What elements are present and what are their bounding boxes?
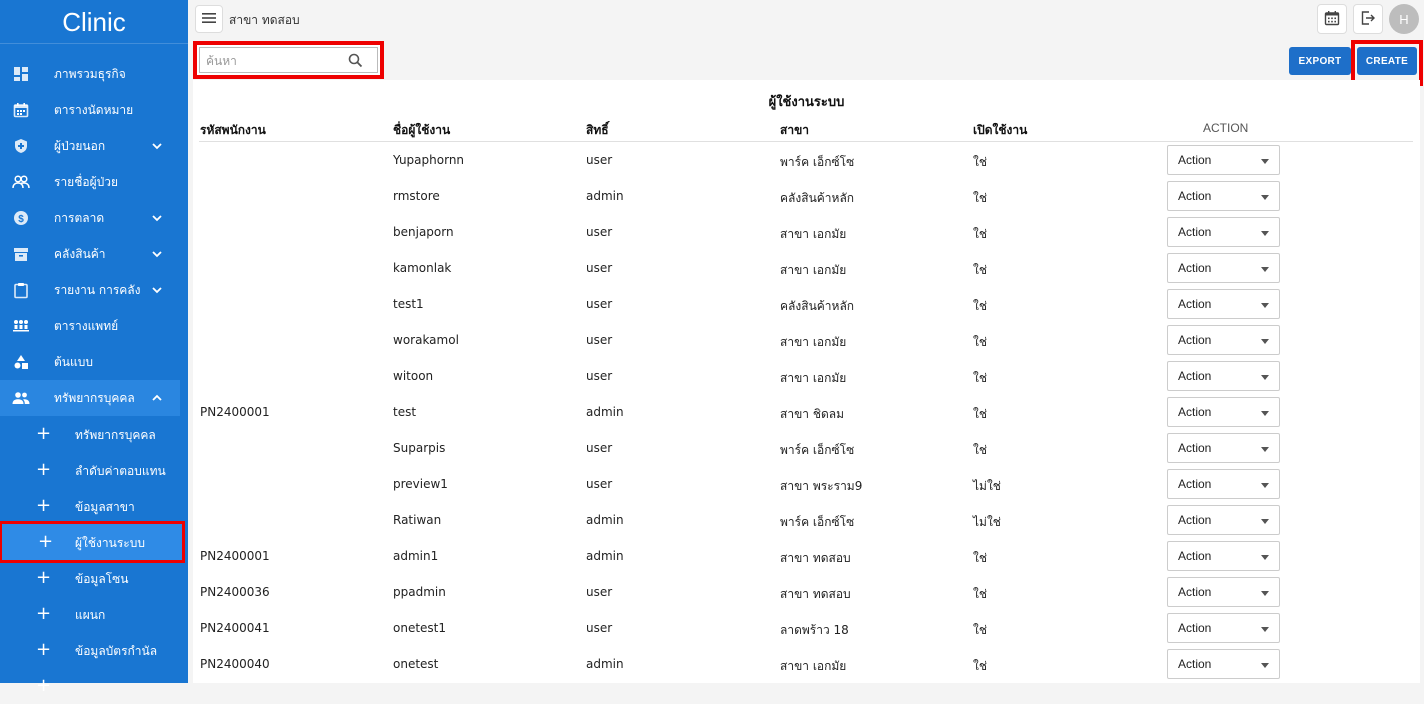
username-cell: Ratiwan xyxy=(393,513,442,527)
action-dropdown-label: Action xyxy=(1178,657,1212,671)
sidebar-item-label: ผู้ป่วยนอก xyxy=(54,138,106,153)
active-cell: ใช่ xyxy=(973,335,988,349)
table-row xyxy=(193,141,1420,177)
table-row xyxy=(193,285,1420,321)
branch-cell: สาขา ทดสอบ xyxy=(780,551,851,565)
caret-down-icon xyxy=(1261,231,1269,236)
action-dropdown[interactable] xyxy=(1167,613,1280,643)
chevron-down-icon xyxy=(151,248,163,263)
username-cell: test xyxy=(393,405,417,419)
action-dropdown[interactable] xyxy=(1167,289,1280,319)
sidebar-subitem-zone-info[interactable] xyxy=(0,560,180,596)
column-header-branch: สาขา xyxy=(780,123,810,137)
action-dropdown-label: Action xyxy=(1178,189,1212,203)
chevron-down-icon xyxy=(151,140,163,155)
sidebar-subitem-voucher-info[interactable] xyxy=(0,632,180,668)
action-dropdown-label: Action xyxy=(1178,225,1212,239)
branch-cell: สาขา เอกมัย xyxy=(780,659,847,673)
role-cell: admin xyxy=(586,189,624,203)
table-row xyxy=(193,321,1420,357)
branch-cell: สาขา เอกมัย xyxy=(780,227,847,241)
dollar-icon xyxy=(12,209,30,227)
action-dropdown-label: Action xyxy=(1178,153,1212,167)
role-cell: user xyxy=(586,369,613,383)
action-dropdown[interactable] xyxy=(1167,253,1280,283)
branch-title: สาขา ทดสอบ xyxy=(229,13,300,27)
sidebar xyxy=(0,0,188,696)
branch-cell: พาร์ค เอ็กซ์โซ xyxy=(780,155,855,169)
branch-cell: สาขา เอกมัย xyxy=(780,335,847,349)
active-cell: ใช่ xyxy=(973,623,988,637)
chevron-down-icon xyxy=(151,284,163,299)
plus-icon: + xyxy=(36,495,52,516)
action-dropdown-label: Action xyxy=(1178,441,1212,455)
table-row xyxy=(193,609,1420,645)
table-row xyxy=(193,249,1420,285)
role-cell: user xyxy=(586,153,613,167)
sidebar-item-dashboard[interactable] xyxy=(0,56,180,92)
sidebar-item-appointments[interactable] xyxy=(0,92,180,128)
caret-down-icon xyxy=(1261,159,1269,164)
role-cell: user xyxy=(586,621,613,635)
table-row xyxy=(193,645,1420,681)
caret-down-icon xyxy=(1261,267,1269,272)
sidebar-subitem-label: ผู้ใช้งานระบบ xyxy=(75,536,145,550)
active-cell: ใช่ xyxy=(973,551,988,565)
role-cell: user xyxy=(586,333,613,347)
sidebar-item-human-resources[interactable] xyxy=(0,380,180,416)
sidebar-subitem-label: ทรัพยากรบุคคล xyxy=(75,428,156,442)
branch-cell: สาขา เอกมัย xyxy=(780,263,847,277)
sidebar-item-outpatient[interactable] xyxy=(0,128,180,164)
column-header-action: ACTION xyxy=(1203,121,1249,135)
branch-cell: พาร์ค เอ็กซ์โซ xyxy=(780,443,855,457)
chevron-up-icon xyxy=(151,392,163,407)
shapes-icon xyxy=(12,353,30,371)
sidebar-item-finance-report[interactable] xyxy=(0,272,180,308)
caret-down-icon xyxy=(1261,663,1269,668)
plus-icon: + xyxy=(36,675,52,696)
active-cell: ใช่ xyxy=(973,587,988,601)
caret-down-icon xyxy=(1261,411,1269,416)
username-cell: onetest1 xyxy=(393,621,447,635)
username-cell: preview1 xyxy=(393,477,448,491)
sidebar-subitem-more[interactable] xyxy=(0,668,180,704)
active-cell: ใช่ xyxy=(973,299,988,313)
table-row xyxy=(193,573,1420,609)
sidebar-subitem-label: ข้อมูลโซน xyxy=(75,572,129,586)
clipboard-icon xyxy=(12,281,30,299)
username-cell: Yupaphornn xyxy=(393,153,465,167)
sidebar-item-label: รายงาน การคลัง xyxy=(54,282,141,297)
branch-cell: ลาดพร้าว 18 xyxy=(780,623,849,637)
action-dropdown-label: Action xyxy=(1178,549,1212,563)
shield-icon xyxy=(12,137,30,155)
action-dropdown[interactable] xyxy=(1167,649,1280,679)
action-dropdown[interactable] xyxy=(1167,577,1280,607)
avatar[interactable]: H xyxy=(1389,4,1419,34)
action-dropdown-label: Action xyxy=(1178,261,1212,275)
sidebar-item-label: รายชื่อผู้ป่วย xyxy=(54,174,118,189)
caret-down-icon xyxy=(1261,375,1269,380)
sidebar-item-marketing[interactable] xyxy=(0,200,180,236)
logout-icon xyxy=(1360,10,1376,29)
active-cell: ใช่ xyxy=(973,191,988,205)
username-cell: worakamol xyxy=(393,333,459,347)
branch-cell: สาขา พระราม9 xyxy=(780,479,863,493)
employee-code-cell: PN2400001 xyxy=(200,405,270,419)
caret-down-icon xyxy=(1261,627,1269,632)
svg-text:$: $ xyxy=(18,214,24,225)
branch-cell: สาขา ทดสอบ xyxy=(780,587,851,601)
sidebar-subitem-label: ลำดับค่าตอบแทน xyxy=(75,464,166,478)
role-cell: user xyxy=(586,225,613,239)
role-cell: admin xyxy=(586,657,624,671)
employee-code-cell: PN2400001 xyxy=(200,549,270,563)
caret-down-icon xyxy=(1261,591,1269,596)
chevron-down-icon xyxy=(151,212,163,227)
username-cell: onetest xyxy=(393,657,439,671)
column-header-role: สิทธิ์ xyxy=(586,123,609,137)
branch-cell: สาขา ชิดลม xyxy=(780,407,845,421)
table-row xyxy=(193,429,1420,465)
active-cell: ไม่ใช่ xyxy=(973,479,1001,493)
hamburger-icon xyxy=(202,12,216,27)
sidebar-item-patient-list[interactable] xyxy=(0,164,180,200)
action-dropdown[interactable] xyxy=(1167,145,1280,175)
role-cell: user xyxy=(586,441,613,455)
menu-toggle-button[interactable] xyxy=(195,5,223,33)
role-cell: admin xyxy=(586,549,624,563)
branch-cell: พาร์ค เอ็กซ์โซ xyxy=(780,515,855,529)
table-row xyxy=(193,393,1420,429)
sidebar-subitem-label: แผนก xyxy=(75,608,106,622)
brand-logo: Clinic xyxy=(0,0,188,44)
employee-code-cell: PN2400036 xyxy=(200,585,270,599)
column-header-active: เปิดใช้งาน xyxy=(973,123,1028,137)
action-dropdown-label: Action xyxy=(1178,405,1212,419)
column-header-employee-code: รหัสพนักงาน xyxy=(200,123,266,137)
create-button[interactable]: CREATE xyxy=(1357,47,1417,75)
active-cell: ใช่ xyxy=(973,407,988,421)
people-icon xyxy=(12,389,30,407)
active-cell: ใช่ xyxy=(973,155,988,169)
caret-down-icon xyxy=(1261,519,1269,524)
sidebar-item-label: ทรัพยากรบุคคล xyxy=(54,390,135,405)
action-dropdown-label: Action xyxy=(1178,297,1212,311)
role-cell: user xyxy=(586,297,613,311)
search-highlight xyxy=(193,41,384,79)
action-dropdown[interactable] xyxy=(1167,541,1280,571)
sidebar-subitem-system-users[interactable] xyxy=(2,524,182,560)
caret-down-icon xyxy=(1261,195,1269,200)
action-dropdown-label: Action xyxy=(1178,333,1212,347)
table-row xyxy=(193,465,1420,501)
action-dropdown-label: Action xyxy=(1178,513,1212,527)
plus-icon: + xyxy=(36,639,52,660)
username-cell: ppadmin xyxy=(393,585,446,599)
plus-icon: + xyxy=(36,567,52,588)
sidebar-item-doctor-schedule[interactable] xyxy=(0,308,180,344)
sidebar-item-templates[interactable] xyxy=(0,344,180,380)
action-dropdown-label: Action xyxy=(1178,477,1212,491)
action-dropdown[interactable] xyxy=(1167,505,1280,535)
sidebar-subitem-branch-info[interactable] xyxy=(0,488,180,524)
active-cell: ใช่ xyxy=(973,263,988,277)
sidebar-subitem-label: ข้อมูลบัตรกำนัล xyxy=(75,644,158,658)
username-cell: witoon xyxy=(393,369,434,383)
action-dropdown[interactable] xyxy=(1167,433,1280,463)
action-dropdown[interactable] xyxy=(1167,361,1280,391)
table-title: ผู้ใช้งานระบบ xyxy=(768,95,845,110)
search-box xyxy=(199,47,378,73)
username-cell: benjaporn xyxy=(393,225,454,239)
active-cell: ใช่ xyxy=(973,227,988,241)
dashboard-icon xyxy=(12,65,30,83)
sidebar-subitem-department[interactable] xyxy=(0,596,180,632)
action-dropdown[interactable] xyxy=(1167,469,1280,499)
username-cell: test1 xyxy=(393,297,424,311)
active-cell: ใช่ xyxy=(973,659,988,673)
sidebar-item-label: คลังสินค้า xyxy=(54,246,106,261)
sidebar-item-label: ตารางแพทย์ xyxy=(54,318,119,333)
action-dropdown[interactable] xyxy=(1167,217,1280,247)
action-dropdown-label: Action xyxy=(1178,585,1212,599)
search-icon[interactable] xyxy=(348,53,363,71)
table-row xyxy=(193,357,1420,393)
sidebar-item-label: ต้นแบบ xyxy=(54,354,93,369)
action-dropdown[interactable] xyxy=(1167,397,1280,427)
sidebar-item-label: การตลาด xyxy=(54,210,105,225)
calendar-icon xyxy=(12,101,30,119)
role-cell: user xyxy=(586,261,613,275)
role-cell: user xyxy=(586,477,613,491)
column-header-username: ชื่อผู้ใช้งาน xyxy=(393,123,451,137)
active-cell: ใช่ xyxy=(973,371,988,385)
plus-icon: + xyxy=(36,603,52,624)
caret-down-icon xyxy=(1261,303,1269,308)
calendar-icon xyxy=(1324,10,1340,29)
plus-icon: + xyxy=(36,459,52,480)
export-button[interactable]: EXPORT xyxy=(1289,47,1351,75)
logout-button[interactable] xyxy=(1353,4,1383,34)
patients-icon xyxy=(12,173,30,191)
username-cell: kamonlak xyxy=(393,261,452,275)
action-dropdown[interactable] xyxy=(1167,325,1280,355)
username-cell: rmstore xyxy=(393,189,440,203)
caret-down-icon xyxy=(1261,339,1269,344)
sidebar-subitem-hr[interactable] xyxy=(0,416,180,452)
calendar-button[interactable] xyxy=(1317,4,1347,34)
table-row xyxy=(193,213,1420,249)
username-cell: Suparpis xyxy=(393,441,446,455)
branch-cell: สาขา เอกมัย xyxy=(780,371,847,385)
active-cell: ใช่ xyxy=(973,443,988,457)
sidebar-subitem-label: ข้อมูลสาขา xyxy=(75,500,135,514)
role-cell: admin xyxy=(586,513,624,527)
archive-icon xyxy=(12,245,30,263)
action-dropdown[interactable] xyxy=(1167,181,1280,211)
role-cell: admin xyxy=(586,405,624,419)
users-table xyxy=(193,80,1420,683)
action-dropdown-label: Action xyxy=(1178,369,1212,383)
search-input[interactable] xyxy=(206,52,336,70)
caret-down-icon xyxy=(1261,447,1269,452)
table-row xyxy=(193,177,1420,213)
username-cell: admin1 xyxy=(393,549,439,563)
action-dropdown-label: Action xyxy=(1178,621,1212,635)
sidebar-item-label: ตารางนัดหมาย xyxy=(54,102,134,117)
role-cell: user xyxy=(586,585,613,599)
sidebar-subitem-compensation[interactable] xyxy=(0,452,180,488)
employee-code-cell: PN2400040 xyxy=(200,657,270,671)
sidebar-item-label: ภาพรวมธุรกิจ xyxy=(54,66,126,81)
caret-down-icon xyxy=(1261,555,1269,560)
table-row xyxy=(193,537,1420,573)
caret-down-icon xyxy=(1261,483,1269,488)
sidebar-item-inventory[interactable] xyxy=(0,236,180,272)
table-row xyxy=(193,501,1420,537)
active-cell: ไม่ใช่ xyxy=(973,515,1001,529)
employee-code-cell: PN2400041 xyxy=(200,621,270,635)
branch-cell: คลังสินค้าหลัก xyxy=(780,191,855,205)
plus-icon: + xyxy=(38,531,54,552)
branch-cell: คลังสินค้าหลัก xyxy=(780,299,855,313)
doctors-icon xyxy=(12,317,30,335)
plus-icon: + xyxy=(36,423,52,444)
